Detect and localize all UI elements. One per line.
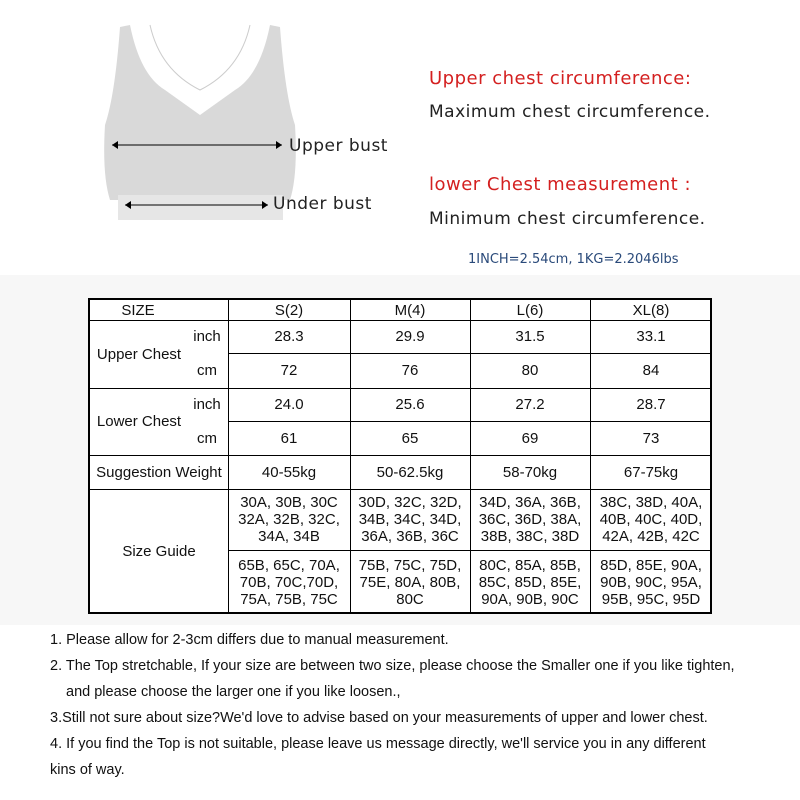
lower-chest-label: Lower Chest [96,413,182,430]
cell-lower-inch: 25.6 [395,396,425,413]
cell-lower-cm: 73 [642,429,660,447]
cell-upper-cm: 76 [401,362,419,379]
lower-chest-title: lower Chest measurement : [429,174,692,195]
weight-label: Suggestion Weight [96,463,222,481]
cell-lower-cm: 69 [521,429,539,447]
cell-weight: 50-62.5kg [376,463,444,481]
size-guide-label: Size Guide [122,543,196,560]
cell-guide-eu: 80C, 85A, 85B, 85C, 85D, 85E, 90A, 90B, 90C [478,556,582,608]
cell-lower-inch: 28.7 [636,396,666,413]
cell-lower-cm: 65 [401,429,419,447]
note-4-cont: kins of way. [50,762,125,778]
lower-chest-desc: Minimum chest circumference. [429,209,706,229]
cell-guide-us: 30A, 30B, 30C 32A, 32B, 32C, 34A, 34B [238,494,340,545]
cell-upper-cm: 80 [521,362,539,379]
cell-guide-eu: 75B, 75C, 75D, 75E, 80A, 80B, 80C [358,556,462,608]
note-2-cont: and please choose the larger one if you like loosen., [66,684,401,700]
header-l: L(6) [516,301,544,319]
cell-guide-us: 30D, 32C, 32D, 34B, 34C, 34D, 36A, 36B, 36C [358,494,462,545]
upper-chest-desc: Maximum chest circumference. [429,102,711,122]
cell-lower-inch: 27.2 [515,396,545,413]
unit-inch: inch [193,328,221,345]
upper-chest-title: Upper chest circumference: [429,68,692,89]
cell-lower-cm: 61 [280,429,298,447]
cell-guide-eu: 85D, 85E, 90A, 90B, 90C, 95A, 95B, 95C, 95D [600,556,702,608]
size-table [88,298,712,614]
cell-upper-inch: 33.1 [636,328,666,345]
note-4: 4. If you find the Top is not suitable, please leave us message directly, we'll service you in any different [50,736,706,752]
cell-guide-us: 34D, 36A, 36B, 36C, 36D, 38A, 38B, 38C, 38D [478,494,582,545]
header-size: SIZE [121,301,155,319]
upper-chest-label: Upper Chest [96,345,182,363]
conversion-note: 1INCH=2.54cm, 1KG=2.2046lbs [468,252,679,267]
upper-bust-label: Upper bust [289,136,388,156]
header-s: S(2) [274,301,304,319]
cell-weight: 67-75kg [623,463,679,481]
header-xl: XL(8) [632,301,670,319]
unit-cm: cm [197,429,217,447]
unit-cm: cm [197,362,217,379]
cell-upper-inch: 29.9 [395,328,425,345]
sports-bra-image [100,15,300,230]
cell-guide-us: 38C, 38D, 40A, 40B, 40C, 40D, 42A, 42B, 42C [599,494,703,545]
note-2: 2. The Top stretchable, If your size are between two size, please choose the Smaller one if you like tighten, [50,658,735,674]
note-1: 1. Please allow for 2-3cm differs due to manual measurement. [50,632,449,648]
unit-inch: inch [193,396,221,413]
cell-upper-cm: 72 [280,362,298,379]
cell-guide-eu: 65B, 65C, 70A, 70B, 70C,70D, 75A, 75B, 75C [238,556,340,608]
cell-upper-inch: 28.3 [274,328,304,345]
header-m: M(4) [394,301,426,319]
cell-upper-inch: 31.5 [515,328,545,345]
under-bust-label: Under bust [273,194,372,214]
cell-lower-inch: 24.0 [274,396,304,413]
cell-upper-cm: 84 [642,362,660,379]
cell-weight: 58-70kg [502,463,558,481]
note-3: 3.Still not sure about size?We'd love to advise based on your measurements of upper and lower chest. [50,710,708,726]
cell-weight: 40-55kg [261,463,317,481]
